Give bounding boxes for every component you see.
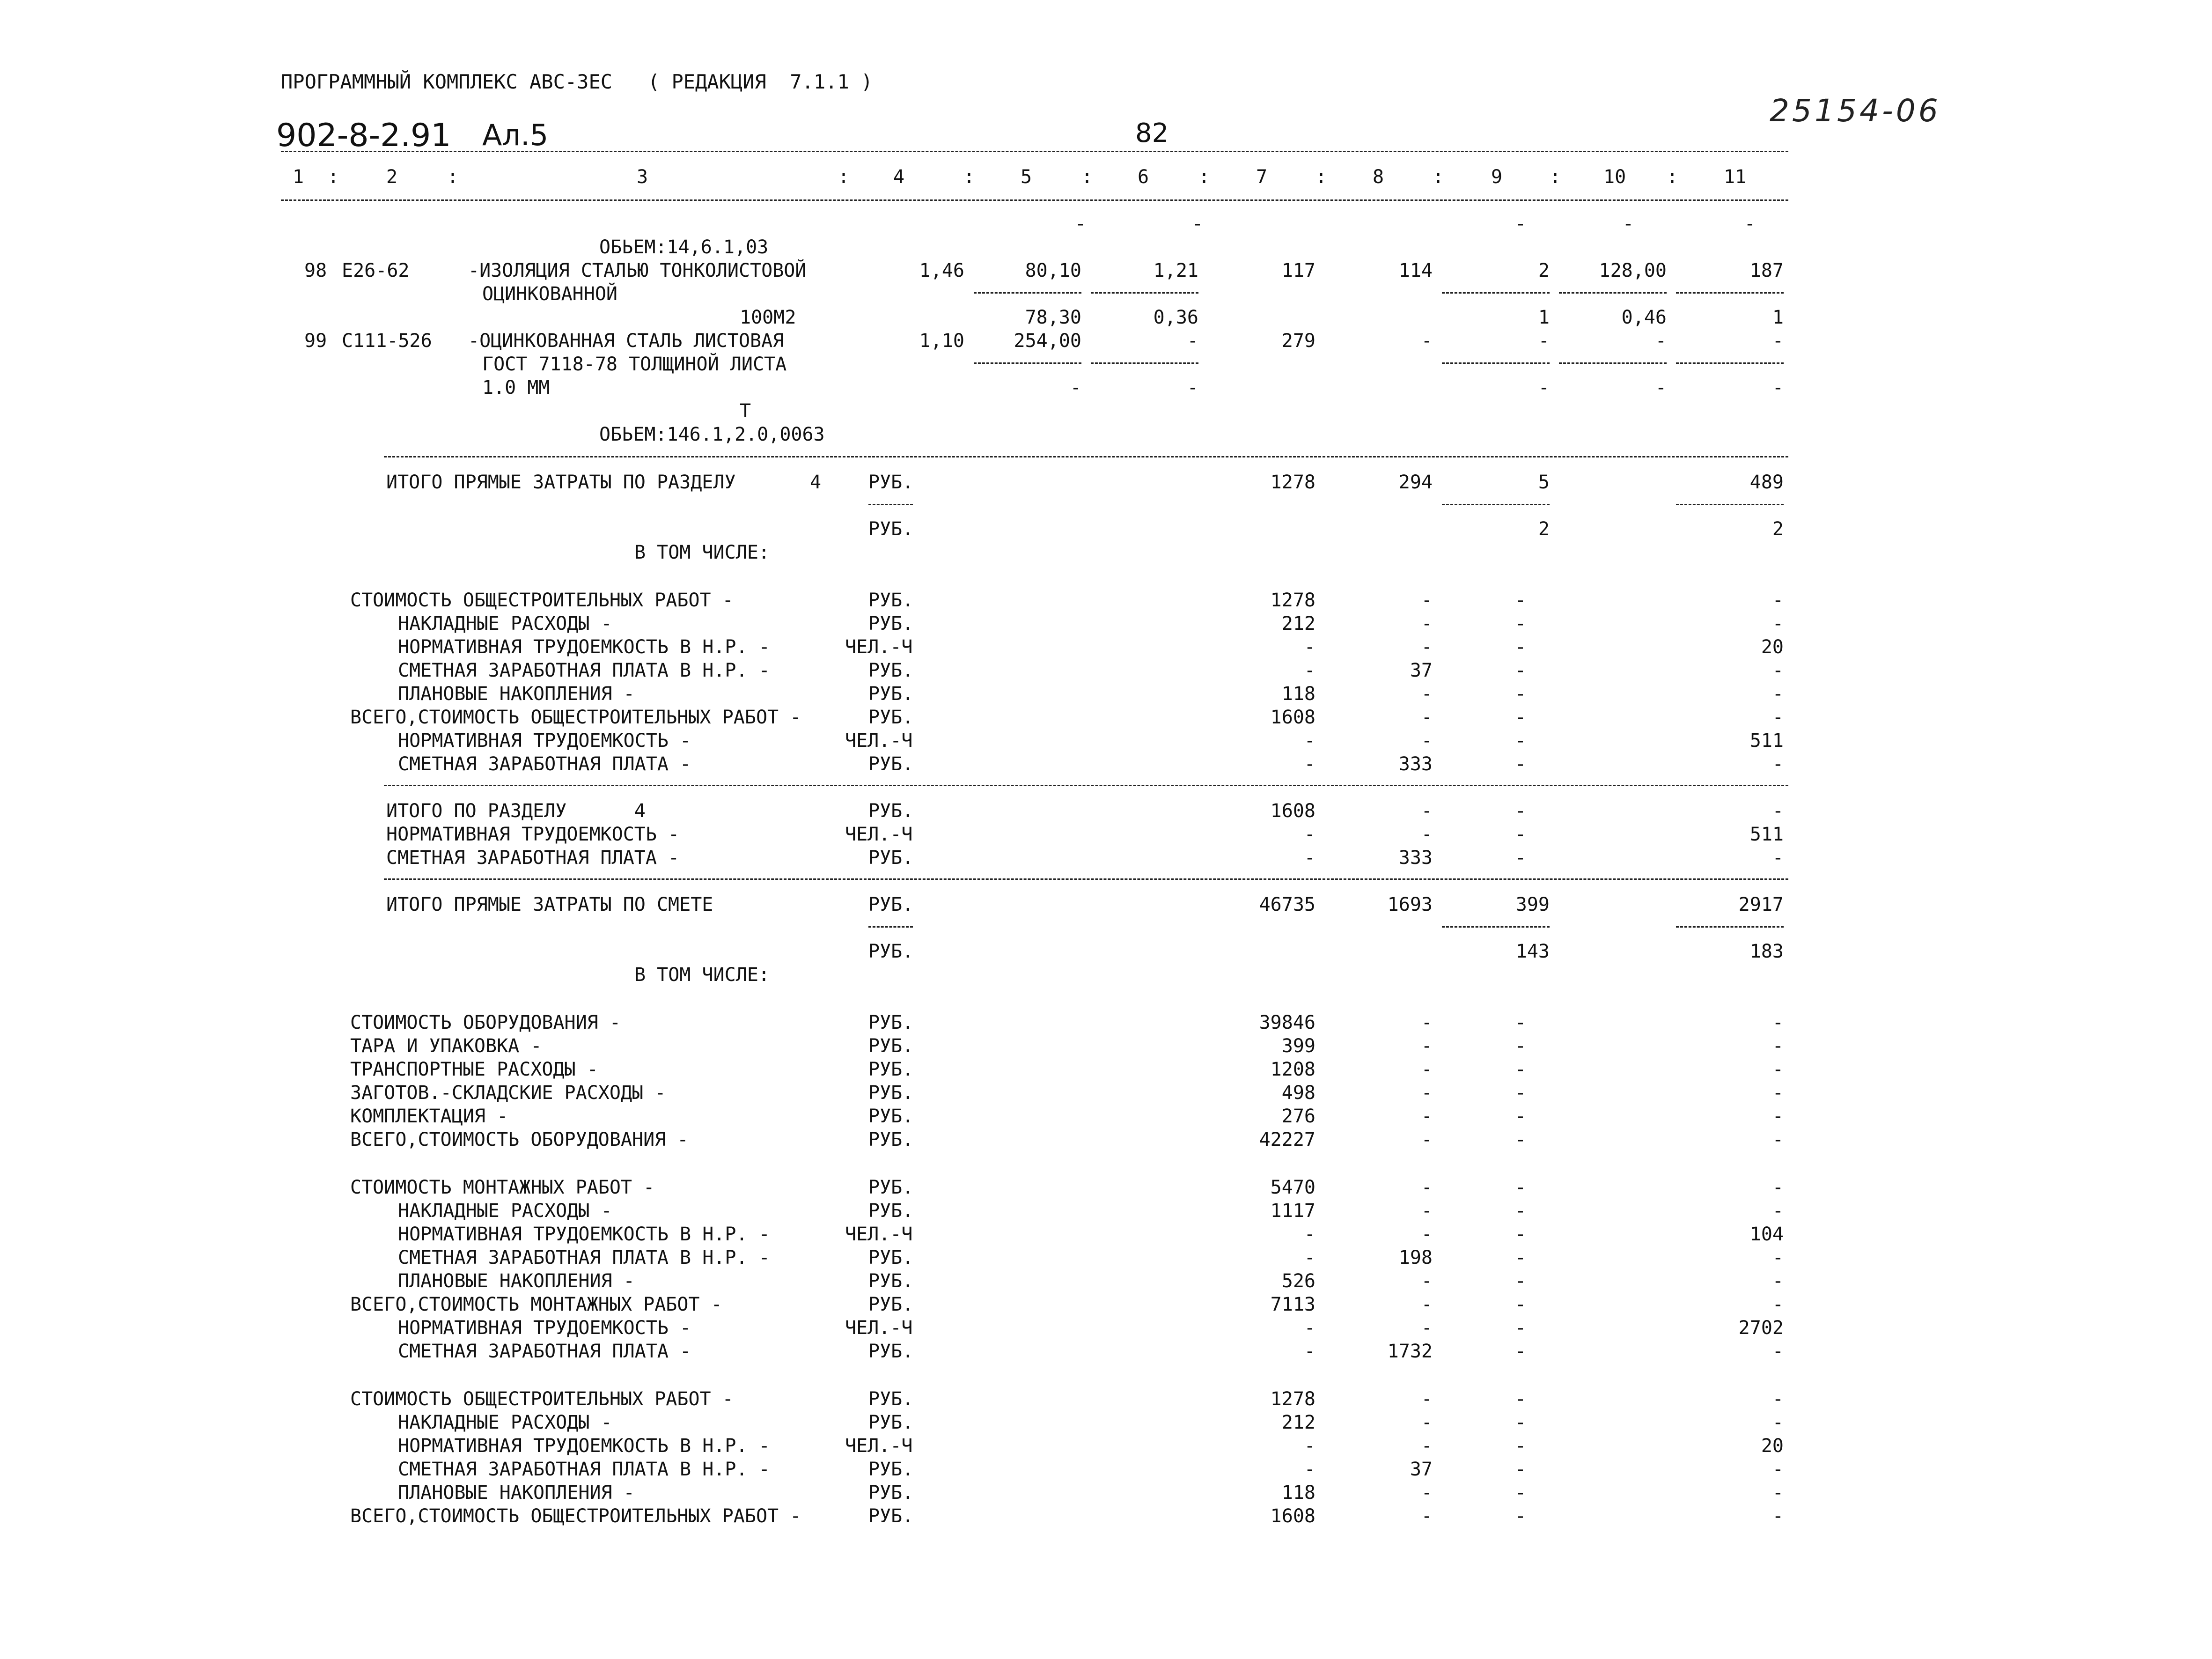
unit: ЧЕЛ.-Ч: [845, 636, 913, 658]
row-name: ОЦИНКОВАННОЙ: [482, 283, 617, 305]
cell: 511: [1749, 824, 1784, 845]
cell: -: [1772, 1247, 1784, 1268]
line-label: ПЛАНОВЫЕ НАКОПЛЕНИЯ -: [398, 1270, 635, 1292]
cell: 399: [1515, 894, 1550, 915]
divider: [1442, 292, 1550, 294]
line-label: СМЕТНАЯ ЗАРАБОТНАЯ ПЛАТА В Н.Р. -: [398, 1459, 770, 1480]
cell: -: [1421, 1035, 1433, 1057]
cell: 1: [1772, 307, 1784, 328]
cell: -: [1421, 1482, 1433, 1504]
unit: ЧЕЛ.-Ч: [845, 1317, 913, 1339]
including-label: В ТОМ ЧИСЛЕ:: [634, 964, 770, 986]
cell: -: [1304, 1224, 1315, 1245]
volume-text: ОБЬЕМ:146.1,2.0,0063: [599, 424, 825, 445]
col-sep: :: [1081, 166, 1093, 188]
cell: 399: [1281, 1035, 1315, 1057]
line-label: НОРМАТИВНАЯ ТРУДОЕМКОСТЬ В Н.Р. -: [398, 1435, 770, 1457]
cell: 1,10: [919, 330, 964, 352]
cell: -: [1304, 636, 1315, 658]
line-label: ВСЕГО,СТОИМОСТЬ ОБОРУДОВАНИЯ -: [350, 1129, 689, 1150]
unit: РУБ.: [868, 1341, 914, 1362]
line-label: НОРМАТИВНАЯ ТРУДОЕМКОСТЬ -: [398, 730, 691, 752]
cell: -: [1514, 824, 1526, 845]
line-label: СМЕТНАЯ ЗАРАБОТНАЯ ПЛАТА -: [386, 847, 680, 869]
cell: -: [1421, 590, 1433, 611]
line-label: КОМПЛЕКТАЦИЯ -: [350, 1106, 508, 1127]
cell: -: [1772, 1059, 1784, 1080]
cell: -: [1514, 1012, 1526, 1033]
line-label: НОРМАТИВНАЯ ТРУДОЕМКОСТЬ -: [386, 824, 680, 845]
cell: -: [1421, 1270, 1433, 1292]
cell: -: [1772, 800, 1784, 822]
cell: 333: [1398, 753, 1433, 775]
col-sep: :: [328, 166, 339, 188]
cell: -: [1514, 1317, 1526, 1339]
cell: -: [1772, 1082, 1784, 1104]
unit: РУБ.: [868, 1412, 914, 1433]
cell: -: [1421, 1012, 1433, 1033]
cell: -: [1304, 730, 1315, 752]
cell: -: [1514, 590, 1526, 611]
cell: 104: [1749, 1224, 1784, 1245]
cell: -: [1772, 1482, 1784, 1504]
cell: 143: [1515, 941, 1550, 962]
row-number: 98: [304, 260, 327, 281]
divider: [974, 362, 1081, 364]
col-10: 10: [1603, 166, 1626, 188]
cell: -: [1421, 636, 1433, 658]
cell: -: [1421, 1224, 1433, 1245]
unit: РУБ.: [868, 847, 914, 869]
cell: -: [1304, 847, 1315, 869]
row-number: 99: [304, 330, 327, 352]
cell: -: [1772, 1177, 1784, 1198]
line-label: НАКЛАДНЫЕ РАСХОДЫ -: [398, 1412, 612, 1433]
col-11: 11: [1724, 166, 1747, 188]
col-8: 8: [1373, 166, 1384, 188]
cell: -: [1421, 613, 1433, 634]
cell: -: [1514, 1200, 1526, 1222]
cell: -: [1514, 1412, 1526, 1433]
line-label: СТОИМОСТЬ ОБЩЕСТРОИТЕЛЬНЫХ РАБОТ -: [350, 1388, 734, 1410]
unit: РУБ.: [868, 707, 914, 728]
cell: -: [1304, 824, 1315, 845]
cell: -: [1421, 1412, 1433, 1433]
cell: 0,46: [1621, 307, 1667, 328]
cell: -: [1421, 800, 1433, 822]
line-label: СМЕТНАЯ ЗАРАБОТНАЯ ПЛАТА В Н.Р. -: [398, 660, 770, 681]
cell: -: [1514, 753, 1526, 775]
line-label: СМЕТНАЯ ЗАРАБОТНАЯ ПЛАТА -: [398, 753, 691, 775]
cell: -: [1514, 636, 1526, 658]
cell: 0,36: [1153, 307, 1198, 328]
cell: 1608: [1270, 800, 1315, 822]
cell: -: [1421, 1200, 1433, 1222]
col-sep: :: [838, 166, 850, 188]
unit: РУБ.: [868, 1035, 914, 1057]
cell: 46735: [1259, 894, 1315, 915]
cell: 1732: [1387, 1341, 1433, 1362]
cell: 212: [1281, 1412, 1315, 1433]
cell: -: [1772, 1341, 1784, 1362]
cell: 1278: [1270, 472, 1315, 493]
cell: -: [1304, 660, 1315, 681]
cell: 489: [1749, 472, 1784, 493]
col-5: 5: [1021, 166, 1032, 188]
unit: РУБ.: [868, 1200, 914, 1222]
cell: -: [1772, 847, 1784, 869]
col-6: 6: [1138, 166, 1149, 188]
cell: -: [1421, 707, 1433, 728]
cell: -: [1514, 1177, 1526, 1198]
cell: 1,21: [1153, 260, 1198, 281]
cell: -: [1514, 1294, 1526, 1315]
col-1: 1: [293, 166, 304, 188]
cell: -: [1514, 1388, 1526, 1410]
cell: -: [1538, 377, 1550, 398]
cell: -: [1772, 1035, 1784, 1057]
cell: -: [1772, 613, 1784, 634]
divider: [1442, 362, 1550, 364]
cell: 118: [1281, 1482, 1315, 1504]
cell: -: [1655, 330, 1667, 352]
unit: РУБ.: [868, 753, 914, 775]
unit: РУБ.: [868, 894, 914, 915]
program-title: ПРОГРАММНЫЙ КОМПЛЕКС АВС-3ЕС ( РЕДАКЦИЯ 7.1.1 ): [281, 70, 873, 93]
line-label: ВСЕГО,СТОИМОСТЬ ОБЩЕСТРОИТЕЛЬНЫХ РАБОТ -: [350, 707, 801, 728]
line-label: СМЕТНАЯ ЗАРАБОТНАЯ ПЛАТА -: [398, 1341, 691, 1362]
line-label: НОРМАТИВНАЯ ТРУДОЕМКОСТЬ -: [398, 1317, 691, 1339]
cell: -: [1772, 660, 1784, 681]
cell: -: [1304, 1317, 1315, 1339]
cell: -: [1514, 613, 1526, 634]
cell: -: [1538, 330, 1550, 352]
document-code: 902-8-2.91: [276, 117, 451, 154]
cell: -: [1304, 1435, 1315, 1457]
cell: -: [1421, 1435, 1433, 1457]
cell: 78,30: [1025, 307, 1081, 328]
cell: -: [1772, 1294, 1784, 1315]
cell: 80,10: [1025, 260, 1081, 281]
cell: -: [1514, 1482, 1526, 1504]
row-name: -ИЗОЛЯЦИЯ СТАЛЬЮ ТОНКОЛИСТОВОЙ: [468, 260, 807, 281]
divider: [1091, 362, 1198, 364]
cell: -: [1304, 1341, 1315, 1362]
cell: 1,46: [919, 260, 964, 281]
cell: -: [1744, 213, 1756, 235]
cell: -: [1421, 1082, 1433, 1104]
section-divider: [384, 456, 1788, 457]
col-sep: :: [1198, 166, 1210, 188]
unit: ЧЕЛ.-Ч: [845, 730, 913, 752]
cell: 1117: [1270, 1200, 1315, 1222]
cell: 39846: [1259, 1012, 1315, 1033]
divider: [1676, 926, 1784, 928]
cell: -: [1514, 683, 1526, 705]
cell: -: [1514, 1082, 1526, 1104]
unit: РУБ.: [868, 613, 914, 634]
volume-text: ОБЬЕМ:14,6.1,03: [599, 236, 769, 258]
cell: -: [1514, 1505, 1526, 1527]
divider: [868, 926, 913, 928]
cell: 498: [1281, 1082, 1315, 1104]
cell: -: [1772, 330, 1784, 352]
section-number: 4: [810, 472, 822, 493]
cell: 20: [1761, 636, 1784, 658]
cell: -: [1514, 1435, 1526, 1457]
cell: -: [1421, 1129, 1433, 1150]
cell: -: [1514, 1270, 1526, 1292]
cell: -: [1772, 377, 1784, 398]
line-label: ВСЕГО,СТОИМОСТЬ МОНТАЖНЫХ РАБОТ -: [350, 1294, 722, 1315]
row-name: -ОЦИНКОВАННАЯ СТАЛЬ ЛИСТОВАЯ: [468, 330, 784, 352]
cell: 117: [1281, 260, 1315, 281]
unit: ЧЕЛ.-Ч: [845, 1435, 913, 1457]
cell: -: [1191, 213, 1203, 235]
cell: -: [1304, 753, 1315, 775]
cell: 511: [1749, 730, 1784, 752]
cell: 1: [1538, 307, 1550, 328]
cell: 114: [1398, 260, 1433, 281]
unit: РУБ.: [868, 1388, 914, 1410]
divider: [1676, 292, 1784, 294]
row-code: Е26-62: [342, 260, 410, 281]
cell: 37: [1410, 1459, 1433, 1480]
cell: -: [1772, 1200, 1784, 1222]
cell: -: [1772, 1412, 1784, 1433]
unit: РУБ.: [868, 1129, 914, 1150]
unit: РУБ.: [868, 1177, 914, 1198]
cell: 1278: [1270, 1388, 1315, 1410]
cell: -: [1655, 377, 1667, 398]
col-7: 7: [1256, 166, 1268, 188]
row-unit: 100М2: [740, 307, 796, 328]
cell: 2: [1538, 260, 1550, 281]
cell: -: [1772, 1012, 1784, 1033]
cell: -: [1772, 1505, 1784, 1527]
cell: -: [1772, 1106, 1784, 1127]
cell: 276: [1281, 1106, 1315, 1127]
line-label: ПЛАНОВЫЕ НАКОПЛЕНИЯ -: [398, 1482, 635, 1504]
line-label: НОРМАТИВНАЯ ТРУДОЕМКОСТЬ В Н.Р. -: [398, 636, 770, 658]
including-label: В ТОМ ЧИСЛЕ:: [634, 542, 770, 563]
cell: 187: [1749, 260, 1784, 281]
unit: РУБ.: [868, 518, 914, 540]
cell: -: [1514, 1035, 1526, 1057]
row-code: С111-526: [342, 330, 432, 352]
cell: 279: [1281, 330, 1315, 352]
cell: -: [1187, 330, 1198, 352]
cell: 7113: [1270, 1294, 1315, 1315]
line-label: НАКЛАДНЫЕ РАСХОДЫ -: [398, 1200, 612, 1222]
unit: РУБ.: [868, 1106, 914, 1127]
cell: 1693: [1387, 894, 1433, 915]
cell: -: [1772, 1459, 1784, 1480]
cell: -: [1421, 1388, 1433, 1410]
unit: ЧЕЛ.-Ч: [845, 1224, 913, 1245]
cell: -: [1514, 1459, 1526, 1480]
unit: РУБ.: [868, 1482, 914, 1504]
cell: 333: [1398, 847, 1433, 869]
cell: 198: [1398, 1247, 1433, 1268]
unit: РУБ.: [868, 1505, 914, 1527]
cell: -: [1514, 1247, 1526, 1268]
cell: 254,00: [1014, 330, 1081, 352]
unit: РУБ.: [868, 1059, 914, 1080]
cell: 1278: [1270, 590, 1315, 611]
cell: -: [1772, 1270, 1784, 1292]
line-label: ВСЕГО,СТОИМОСТЬ ОБЩЕСТРОИТЕЛЬНЫХ РАБОТ -: [350, 1505, 801, 1527]
inventory-number: 25154-06: [1770, 93, 1941, 129]
unit: РУБ.: [868, 1082, 914, 1104]
cell: -: [1421, 1106, 1433, 1127]
section-divider: [384, 878, 1788, 880]
cell: 1208: [1270, 1059, 1315, 1080]
cell: -: [1514, 1106, 1526, 1127]
unit: РУБ.: [868, 1247, 914, 1268]
cell: -: [1304, 1247, 1315, 1268]
col-4: 4: [893, 166, 905, 188]
row-name: ГОСТ 7118-78 ТОЛЩИНОЙ ЛИСТА: [482, 354, 787, 375]
cell: -: [1421, 1294, 1433, 1315]
divider: [1676, 504, 1784, 505]
col-sep: :: [1433, 166, 1444, 188]
col-3: 3: [637, 166, 648, 188]
cell: -: [1421, 683, 1433, 705]
unit: РУБ.: [868, 683, 914, 705]
line-label: НОРМАТИВНАЯ ТРУДОЕМКОСТЬ В Н.Р. -: [398, 1224, 770, 1245]
divider: [1559, 292, 1667, 294]
cell: 128,00: [1599, 260, 1667, 281]
line-label: НАКЛАДНЫЕ РАСХОДЫ -: [398, 613, 612, 634]
col-9: 9: [1491, 166, 1503, 188]
divider: [1559, 362, 1667, 364]
cell: 20: [1761, 1435, 1784, 1457]
cell: -: [1421, 1317, 1433, 1339]
unit: РУБ.: [868, 472, 914, 493]
line-label: ТАРА И УПАКОВКА -: [350, 1035, 542, 1057]
col-sep: :: [1667, 166, 1678, 188]
cell: 183: [1749, 941, 1784, 962]
cell: 526: [1281, 1270, 1315, 1292]
cell: 37: [1410, 660, 1433, 681]
cell: 212: [1281, 613, 1315, 634]
line-label: ЗАГОТОВ.-СКЛАДСКИЕ РАСХОДЫ -: [350, 1082, 666, 1104]
col-sep: :: [447, 166, 459, 188]
cell: 42227: [1259, 1129, 1315, 1150]
divider: [1442, 504, 1550, 505]
cell: -: [1622, 213, 1634, 235]
line-label: СТОИМОСТЬ МОНТАЖНЫХ РАБОТ -: [350, 1177, 655, 1198]
unit: РУБ.: [868, 1459, 914, 1480]
unit: РУБ.: [868, 941, 914, 962]
cell: -: [1421, 330, 1433, 352]
cell: -: [1514, 730, 1526, 752]
cell: -: [1514, 1341, 1526, 1362]
cell: -: [1304, 1459, 1315, 1480]
unit: РУБ.: [868, 1270, 914, 1292]
cell: 2702: [1738, 1317, 1784, 1339]
unit: РУБ.: [868, 1294, 914, 1315]
column-header-divider: [281, 199, 1788, 201]
total-label: ИТОГО ПРЯМЫЕ ЗАТРАТЫ ПО РАЗДЕЛУ: [386, 472, 736, 493]
cell: -: [1514, 707, 1526, 728]
unit: РУБ.: [868, 660, 914, 681]
unit: РУБ.: [868, 1012, 914, 1033]
cell: -: [1772, 683, 1784, 705]
cell: -: [1514, 1129, 1526, 1150]
cell: -: [1514, 1059, 1526, 1080]
cell: -: [1514, 800, 1526, 822]
cell: -: [1421, 1177, 1433, 1198]
col-sep: :: [963, 166, 975, 188]
cell: 2: [1772, 518, 1784, 540]
col-sep: :: [1550, 166, 1561, 188]
cell: -: [1070, 377, 1081, 398]
total-label: ИТОГО ПРЯМЫЕ ЗАТРАТЫ ПО СМЕТЕ: [386, 894, 713, 915]
line-label: ТРАНСПОРТНЫЕ РАСХОДЫ -: [350, 1059, 598, 1080]
album-number: Ал.5: [482, 118, 549, 152]
cell: -: [1772, 753, 1784, 775]
cell: -: [1772, 1388, 1784, 1410]
cell: -: [1772, 1129, 1784, 1150]
cell: -: [1514, 660, 1526, 681]
cell: -: [1514, 847, 1526, 869]
unit: ЧЕЛ.-Ч: [845, 824, 913, 845]
divider: [868, 504, 913, 505]
cell: -: [1514, 213, 1526, 235]
line-label: СМЕТНАЯ ЗАРАБОТНАЯ ПЛАТА В Н.Р. -: [398, 1247, 770, 1268]
unit: РУБ.: [868, 590, 914, 611]
cell: 5470: [1270, 1177, 1315, 1198]
cell: 5: [1538, 472, 1550, 493]
cell: -: [1772, 590, 1784, 611]
section-divider: [384, 785, 1788, 786]
cell: -: [1421, 1505, 1433, 1527]
cell: 1608: [1270, 1505, 1315, 1527]
cell: 2: [1538, 518, 1550, 540]
cell: -: [1421, 730, 1433, 752]
cell: 118: [1281, 683, 1315, 705]
row-name: 1.0 ММ: [482, 377, 550, 398]
cell: 1608: [1270, 707, 1315, 728]
row-unit: Т: [740, 400, 751, 422]
divider: [1091, 292, 1198, 294]
unit: РУБ.: [868, 800, 914, 822]
cell: -: [1421, 824, 1433, 845]
cell: -: [1074, 213, 1086, 235]
line-label: ИТОГО ПО РАЗДЕЛУ 4: [386, 800, 646, 822]
cell: -: [1772, 707, 1784, 728]
header-divider: [281, 151, 1788, 152]
divider: [1676, 362, 1784, 364]
divider: [974, 292, 1081, 294]
cell: -: [1187, 377, 1198, 398]
col-2: 2: [386, 166, 398, 188]
cell: 294: [1398, 472, 1433, 493]
line-label: СТОИМОСТЬ ОБОРУДОВАНИЯ -: [350, 1012, 621, 1033]
cell: -: [1421, 1059, 1433, 1080]
col-sep: :: [1315, 166, 1327, 188]
line-label: ПЛАНОВЫЕ НАКОПЛЕНИЯ -: [398, 683, 635, 705]
cell: 2917: [1738, 894, 1784, 915]
page-number: 82: [1135, 118, 1169, 148]
cell: -: [1514, 1224, 1526, 1245]
line-label: СТОИМОСТЬ ОБЩЕСТРОИТЕЛЬНЫХ РАБОТ -: [350, 590, 734, 611]
divider: [1442, 926, 1550, 928]
